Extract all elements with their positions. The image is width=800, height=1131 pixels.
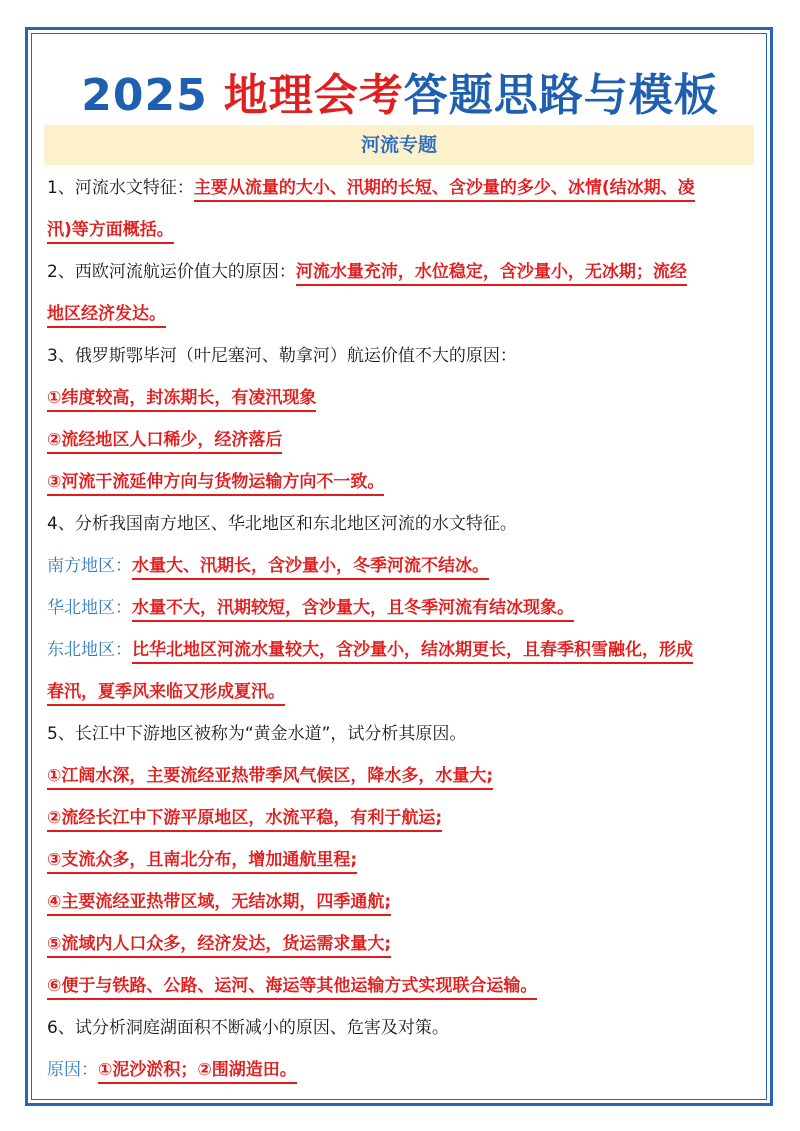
q1-question: 1、河流水文特征： (47, 178, 194, 198)
q5-answer-3: ③支流众多，且南北分布，增加通航里程; (47, 848, 357, 872)
q3-question: 3、俄罗斯鄂毕河（叶尼塞河、勒拿河）航运价值不大的原因： (47, 346, 517, 366)
q4-northeast-l2 (47, 680, 285, 704)
northeast-answer-l2: 春汛，夏季风来临又形成夏汛。 (47, 682, 285, 706)
south-answer: 水量大、汛期长，含沙量小，冬季河流不结冰。 (132, 556, 489, 580)
title-year: 2025 (81, 70, 208, 121)
section-subtitle: 河流专题 (44, 125, 754, 165)
q2-answer-l1: 河流水量充沛，水位稳定，含沙量小，无冰期；流经 (296, 262, 687, 286)
q5-question: 5、长江中下游地区被称为“黄金水道”，试分析其原因。 (47, 724, 467, 744)
q3-answer-1: ①纬度较高，封冻期长，有凌汛现象 (47, 386, 316, 410)
q5-answer-1: ①江阔水深，主要流经亚热带季风气候区，降水多，水量大; (47, 764, 493, 788)
q5-answer-4: ④主要流经亚热带区域，无结冰期，四季通航; (47, 890, 391, 914)
south-label: 南方地区： (47, 556, 132, 576)
northeast-label: 东北地区： (47, 640, 132, 660)
q5-answer-6: ⑥便于与铁路、公路、运河、海运等其他运输方式实现联合运输。 (47, 974, 537, 998)
q3-answer-3: ③河流干流延伸方向与货物运输方向不一致。 (47, 470, 384, 494)
q3-answer-2: ②流经地区人口稀少，经济落后 (47, 428, 282, 452)
cause-label: 原因： (47, 1060, 98, 1080)
north-label: 华北地区： (47, 598, 132, 618)
q4-north (47, 596, 574, 620)
q4-question: 4、分析我国南方地区、华北地区和东北地区河流的水文特征。 (47, 514, 517, 534)
q6-cause (47, 1058, 297, 1082)
q5-answer-2: ②流经长江中下游平原地区，水流平稳，有利于航运; (47, 806, 442, 830)
q1-line1 (47, 176, 695, 200)
north-answer: 水量不大，汛期较短，含沙量大，且冬季河流有结冰现象。 (132, 598, 574, 622)
q2-line1 (47, 260, 687, 284)
q5-answer-5: ⑤流域内人口众多，经济发达，货运需求量大; (47, 932, 391, 956)
q1-line2 (47, 218, 174, 242)
q4-south (47, 554, 489, 578)
q2-question: 2、西欧河流航运价值大的原因： (47, 262, 296, 282)
q6-question: 6、试分析洞庭湖面积不断减小的原因、危害及对策。 (47, 1018, 449, 1038)
q2-line2 (47, 302, 166, 326)
page-title (0, 68, 800, 124)
q4-northeast-l1 (47, 638, 693, 662)
q2-answer-l2: 地区经济发达。 (47, 304, 166, 328)
q1-answer-l1: 主要从流量的大小、汛期的长短、含沙量的多少、冰情(结冰期、凌 (194, 178, 695, 202)
q1-answer-l2: 汛)等方面概括。 (47, 220, 174, 244)
northeast-answer-l1: 比华北地区河流水量较大，含沙量小，结冰期更长，且春季积雪融化，形成 (132, 640, 693, 664)
cause-answer: ①泥沙淤积；②围湖造田。 (98, 1060, 297, 1084)
title-red-part: 地理会考 (223, 70, 404, 121)
title-blue-part: 答题思路与模板 (403, 70, 719, 121)
